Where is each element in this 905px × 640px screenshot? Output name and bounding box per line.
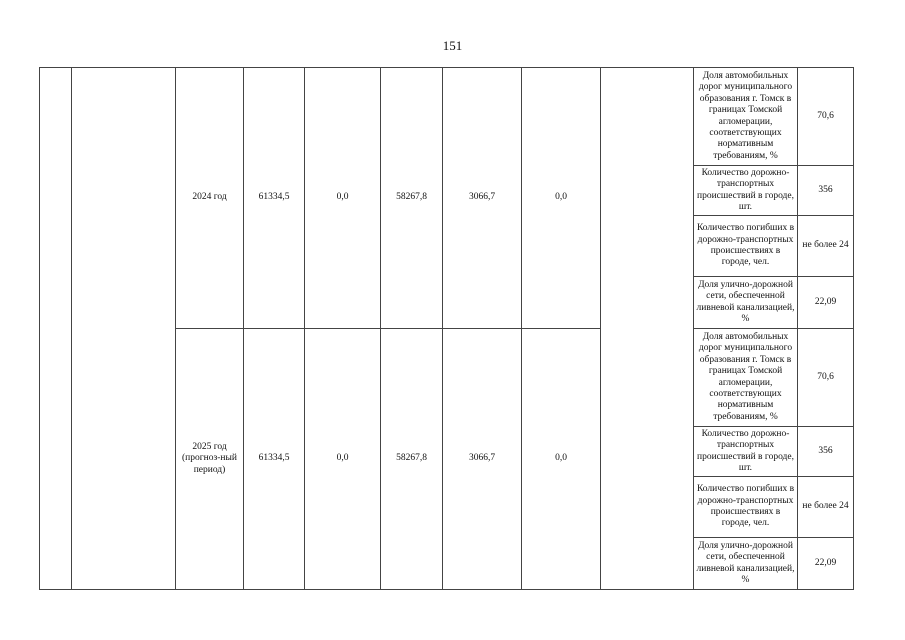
indicator-name: Количество погибших в дорожно-транспортных происшествиях в городе, чел. [694,477,798,538]
indicator-name: Количество погибших в дорожно-транспортных происшествиях в городе, чел. [694,216,798,277]
indicator-value: 70,6 [798,68,854,166]
regional-cell: 58267,8 [381,329,443,590]
regional-cell: 58267,8 [381,68,443,329]
indicator-name: Доля автомобильных дорог муниципального образования г. Томск в границах Томской агломерации, соответствующих нормативным требованиям, % [694,329,798,427]
indicator-value: 356 [798,166,854,216]
indicator-value: 356 [798,427,854,477]
year-cell: 2024 год [176,68,244,329]
empty-cell-col1 [40,68,72,590]
federal-cell: 0,0 [305,68,381,329]
empty-cell-col2 [72,68,176,590]
total-cell: 61334,5 [244,329,305,590]
indicator-value: не более 24 [798,216,854,277]
total-cell: 61334,5 [244,68,305,329]
budget-table [39,67,854,590]
indicator-name: Доля улично-дорожной сети, обеспеченной ливневой канализацией, % [694,538,798,590]
indicator-value: не более 24 [798,477,854,538]
indicator-name: Количество дорожно-транспортных происшествий в городе, шт. [694,427,798,477]
indicator-name: Доля автомобильных дорог муниципального образования г. Томск в границах Томской агломерации, соответствующих нормативным требованиям, % [694,68,798,166]
other-cell: 0,0 [522,329,601,590]
indicator-value: 22,09 [798,277,854,329]
empty-cell-col9 [601,68,694,590]
other-cell: 0,0 [522,68,601,329]
page-number: 151 [442,38,463,53]
local-cell: 3066,7 [443,68,522,329]
indicator-name: Доля улично-дорожной сети, обеспеченной ливневой канализацией, % [694,277,798,329]
table-row [40,68,854,166]
federal-cell: 0,0 [305,329,381,590]
indicator-value: 22,09 [798,538,854,590]
local-cell: 3066,7 [443,329,522,590]
year-cell: 2025 год (прогноз-ный период) [176,329,244,590]
indicator-value: 70,6 [798,329,854,427]
indicator-name: Количество дорожно-транспортных происшествий в городе, шт. [694,166,798,216]
